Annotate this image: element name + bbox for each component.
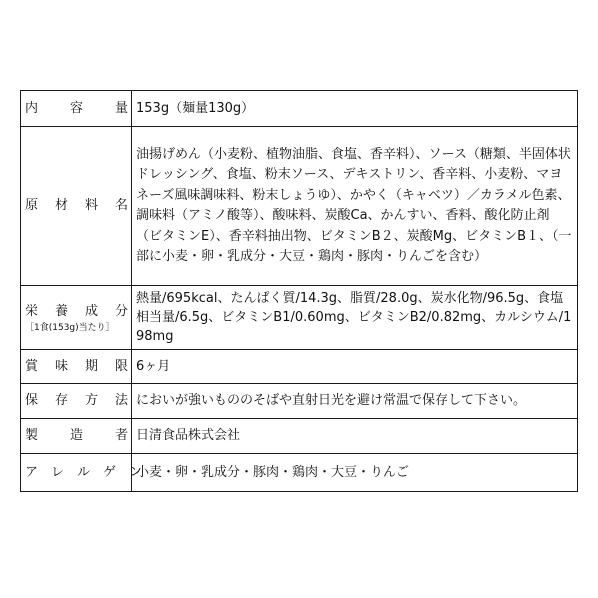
volume-value: 153g（麺量130g）	[136, 100, 255, 116]
nutrition-value: 熱量/695kcal、たんぱく質/14.3g、脂質/28.0g、炭水化物/96.5g、食塩相当量/6.5g、ビタミンB1/0.60mg、ビタミンB2/0.82mg、カルシウム/198mg	[136, 291, 572, 344]
table-row-nutrition	[21, 286, 578, 350]
storage-value-cell	[132, 384, 578, 419]
table-row-expiry	[21, 350, 578, 384]
expiry-key: 賞 味 期 限	[25, 358, 128, 374]
allergen-key-cell	[21, 454, 143, 492]
volume-key: 内 容 量	[25, 100, 128, 116]
ingredients-value-cell	[132, 127, 578, 286]
volume-key-cell	[21, 91, 132, 127]
ingredients-key-cell	[21, 127, 132, 286]
ingredients-key: 原 材 料 名	[25, 198, 128, 213]
maker-value: 日清食品株式会社	[136, 428, 241, 443]
expiry-key-cell	[21, 350, 132, 384]
storage-key: 保 存 方 法	[25, 393, 128, 408]
ingredients-value: 油揚げめん（小麦粉、植物油脂、食塩、香辛料）、ソース（糖類、半固体状ドレッシング、食塩、粉末ソース、デキストリン、香辛料、小麦粉、マヨネーズ風味調味料、粉末しょうゆ）、かやく（キャベツ）／カラメル色素、調味料（アミノ酸等）、酸味料、炭酸Ca、かんすい、香料、酸化防止剤（ビタミンE）、香辛料抽出物、ビタミンB２、炭酸Mg、ビタミンB１、（一部に小麦・卵・乳成分・大豆・鶏肉・豚肉・りんごを含む）	[136, 146, 572, 264]
table-row-allergen	[21, 454, 578, 492]
maker-key-cell	[21, 419, 132, 454]
allergen-key: ア レ ル ゲ ン	[25, 464, 143, 480]
nutrition-value-cell	[132, 286, 578, 350]
product-info-table	[20, 90, 578, 492]
allergen-value: 小麦・卵・乳成分・豚肉・鶏肉・大豆・りんご	[136, 464, 410, 480]
nutrition-key: 栄 養 成 分	[25, 303, 128, 319]
volume-value-cell	[132, 91, 578, 127]
expiry-value-cell	[132, 350, 578, 384]
expiry-value: 6ヶ月	[136, 358, 171, 374]
table-row-volume	[21, 91, 578, 127]
table-row-maker	[21, 419, 578, 454]
storage-key-cell	[21, 384, 132, 419]
maker-value-cell	[132, 419, 578, 454]
nutrition-key-cell	[21, 286, 132, 350]
nutrition-serving-note: ［1食(153g)当たり］	[25, 322, 115, 333]
table-row-storage	[21, 384, 578, 419]
table-row-ingredients	[21, 127, 578, 286]
maker-key: 製 造 者	[25, 428, 128, 443]
storage-value: においが強いもののそばや直射日光を避け常温で保存して下さい。	[136, 393, 527, 408]
allergen-value-cell	[132, 454, 578, 492]
